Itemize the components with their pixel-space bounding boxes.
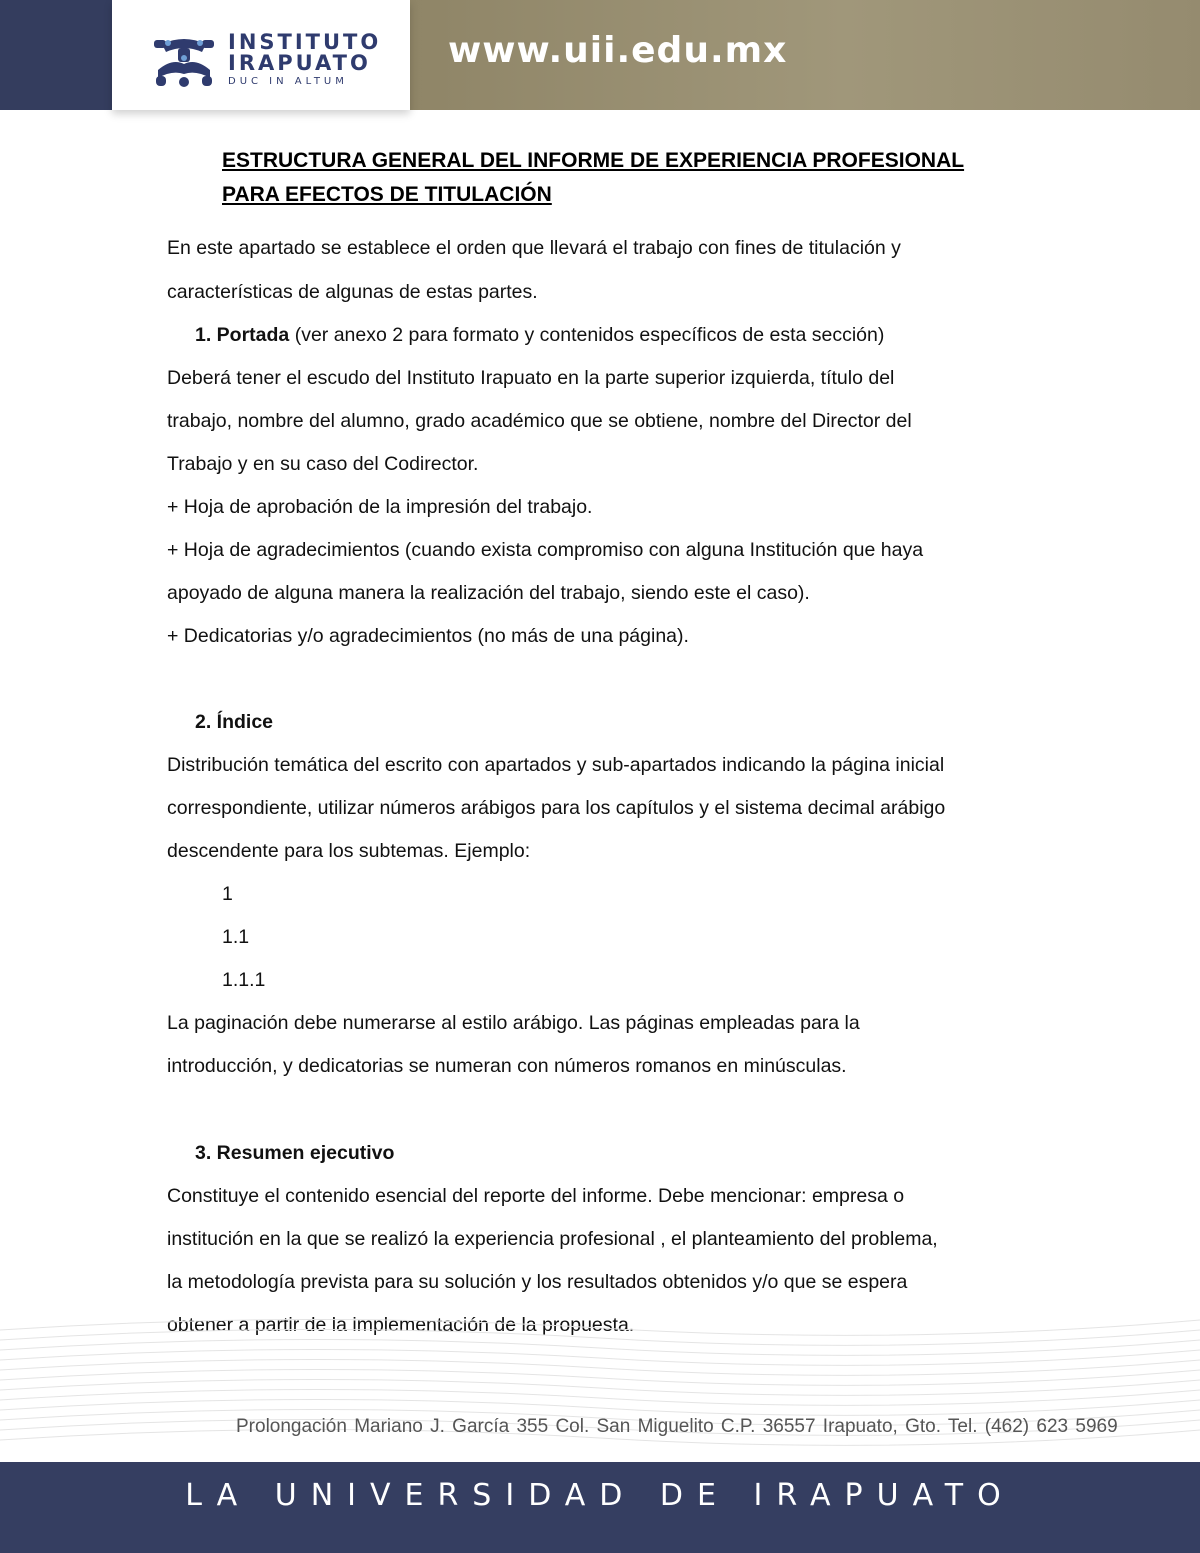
header-left-band	[0, 0, 112, 110]
section-heading-resumen: 3. Resumen ejecutivo	[195, 1142, 395, 1164]
paragraph-line: Trabajo y en su caso del Codirector.	[167, 453, 479, 475]
paragraph-line: la metodología prevista para su solución y los resultados obtenidos y/o que se espera	[167, 1271, 908, 1293]
logo-motto: DUC IN ALTUM	[228, 76, 348, 87]
footer-tagline: LA UNIVERSIDAD DE IRAPUATO	[185, 1478, 1015, 1513]
paragraph-line: La paginación debe numerarse al estilo arábigo. Las páginas empleadas para la	[167, 1012, 860, 1034]
section-heading-note: (ver anexo 2 para formato y contenidos específicos de esta sección)	[289, 324, 885, 346]
title-line-2: PARA EFECTOS DE TITULACIÓN	[222, 183, 552, 206]
footer-address: Prolongación Mariano J. García 355 Col. San Miguelito C.P. 36557 Irapuato, Gto. Tel. (462) 623 5969	[236, 1416, 1118, 1437]
paragraph-line: Deberá tener el escudo del Instituto Irapuato en la parte superior izquierda, título del	[167, 367, 895, 389]
section-heading-portada	[195, 324, 884, 347]
index-example: 1.1.1	[222, 969, 266, 991]
list-item: + Hoja de agradecimientos (cuando exista compromiso con alguna Institución que haya	[167, 539, 924, 561]
section-heading-label: 1. Portada	[195, 324, 290, 346]
paragraph-line: Constituye el contenido esencial del reporte del informe. Debe mencionar: empresa o	[167, 1185, 905, 1207]
paragraph-line: Distribución temática del escrito con apartados y sub-apartados indicando la página inicial	[167, 754, 945, 776]
intro-line: En este apartado se establece el orden que llevará el trabajo con fines de titulación y	[167, 237, 901, 259]
logo-name-line2: IRAPUATO	[228, 51, 371, 75]
document-title	[222, 144, 1022, 212]
website-url[interactable]: www.uii.edu.mx	[448, 30, 788, 71]
paragraph-line: correspondiente, utilizar números arábigos para los capítulos y el sistema decimal arábigo	[167, 797, 946, 819]
paragraph-line: apoyado de alguna manera la realización del trabajo, siendo este el caso).	[167, 582, 810, 604]
paragraph-line: introducción, y dedicatorias se numeran con números romanos en minúsculas.	[167, 1055, 847, 1077]
list-item: + Hoja de aprobación de la impresión del trabajo.	[167, 496, 593, 518]
paragraph-line: descendente para los subtemas. Ejemplo:	[167, 840, 531, 862]
index-example: 1.1	[222, 926, 250, 948]
intro-line: características de algunas de estas partes.	[167, 281, 538, 303]
paragraph-line: institución en la que se realizó la experiencia profesional , el planteamiento del problema,	[167, 1228, 938, 1250]
paragraph-line: trabajo, nombre del alumno, grado académico que se obtiene, nombre del Director del	[167, 410, 912, 432]
logo-name-line1: INSTITUTO	[228, 30, 382, 54]
title-line-1: ESTRUCTURA GENERAL DEL INFORME DE EXPERIENCIA PROFESIONAL	[222, 149, 965, 172]
paragraph-line: obtener a partir de la implementación de la propuesta.	[167, 1314, 635, 1336]
list-item: + Dedicatorias y/o agradecimientos (no más de una página).	[167, 625, 689, 647]
institute-logo-icon	[152, 34, 216, 88]
logo-block	[112, 0, 410, 110]
index-example: 1	[222, 883, 233, 905]
section-heading-indice: 2. Índice	[195, 711, 274, 733]
